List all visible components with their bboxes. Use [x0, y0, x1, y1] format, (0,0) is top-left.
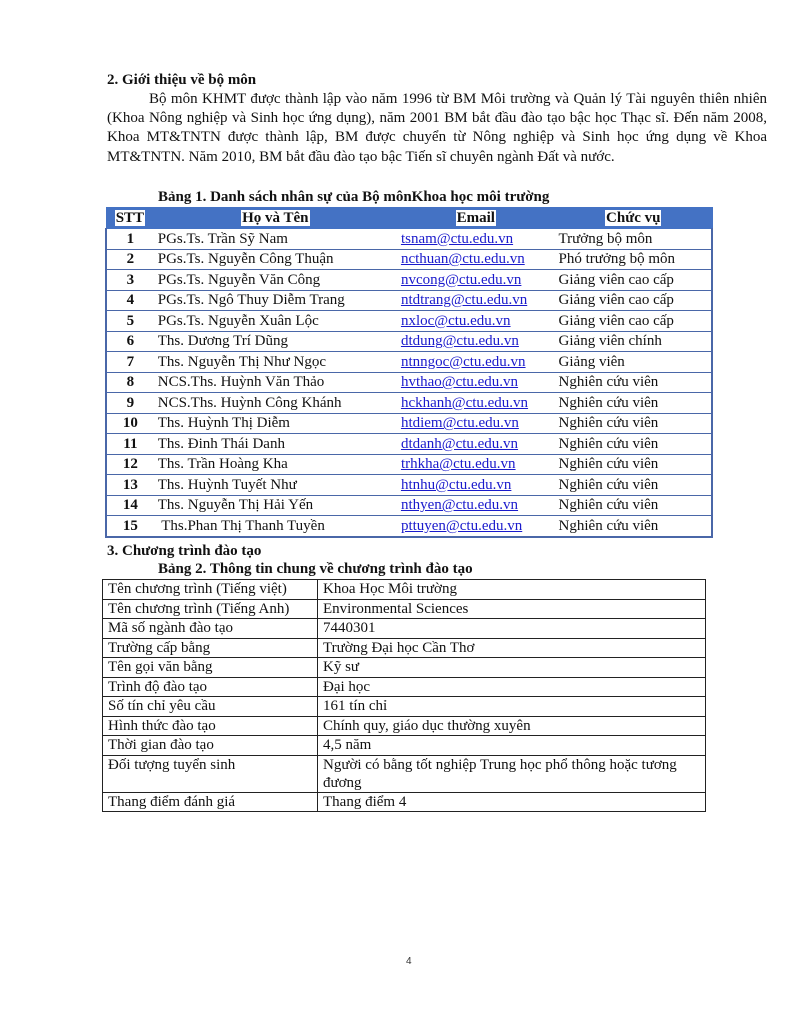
staff-email-cell [397, 352, 555, 373]
staff-table-header-row [106, 208, 712, 229]
staff-role: Phó trưởng bộ môn [555, 249, 712, 270]
program-info-row [103, 716, 706, 736]
staff-row [106, 393, 712, 414]
program-info-key: Thời gian đào tạo [103, 736, 318, 756]
staff-name: PGs.Ts. Nguyễn Công Thuận [154, 249, 397, 270]
staff-role: Nghiên cứu viên [555, 495, 712, 516]
staff-name: Ths. Huỳnh Tuyết Như [154, 475, 397, 496]
staff-row [106, 434, 712, 455]
staff-role: Nghiên cứu viên [555, 372, 712, 393]
staff-name: Ths. Trần Hoàng Kha [154, 454, 397, 475]
staff-table [105, 207, 713, 538]
staff-name: NCS.Ths. Huỳnh Công Khánh [154, 393, 397, 414]
header-email-label: Email [456, 209, 495, 226]
staff-email-link[interactable]: trhkha@ctu.edu.vn [400, 456, 516, 473]
staff-email-link[interactable]: htdiem@ctu.edu.vn [400, 415, 519, 432]
staff-row [106, 229, 712, 250]
staff-name: NCS.Ths. Huỳnh Văn Thảo [154, 372, 397, 393]
staff-row [106, 372, 712, 393]
staff-row [106, 413, 712, 434]
staff-email-cell [397, 229, 555, 250]
program-info-row [103, 599, 706, 619]
staff-email-cell [397, 270, 555, 291]
program-info-value: Đại học [318, 677, 706, 697]
staff-email-link[interactable]: dtdung@ctu.edu.vn [400, 333, 519, 350]
staff-email-cell [397, 434, 555, 455]
staff-row [106, 495, 712, 516]
staff-name: PGs.Ts. Nguyễn Văn Công [154, 270, 397, 291]
staff-stt: 11 [106, 434, 154, 455]
program-info-table [102, 579, 706, 812]
header-role-label: Chức vụ [606, 209, 661, 226]
staff-email-cell [397, 393, 555, 414]
staff-email-cell [397, 495, 555, 516]
staff-name: PGs.Ts. Trần Sỹ Nam [154, 229, 397, 250]
staff-email-link[interactable]: dtdanh@ctu.edu.vn [400, 435, 519, 452]
program-info-row [103, 792, 706, 812]
staff-stt: 15 [106, 516, 154, 537]
program-info-value: Chính quy, giáo dục thường xuyên [318, 716, 706, 736]
staff-email-link[interactable]: hckhanh@ctu.edu.vn [400, 394, 529, 411]
staff-row [106, 331, 712, 352]
staff-email-link[interactable]: ntnngoc@ctu.edu.vn [400, 353, 526, 370]
staff-stt: 7 [106, 352, 154, 373]
staff-role: Trưởng bộ môn [555, 229, 712, 250]
staff-stt: 6 [106, 331, 154, 352]
staff-role: Giảng viên cao cấp [555, 270, 712, 291]
program-info-row [103, 619, 706, 639]
program-info-key: Hình thức đào tạo [103, 716, 318, 736]
program-info-row [103, 580, 706, 600]
staff-email-cell [397, 475, 555, 496]
staff-role: Nghiên cứu viên [555, 475, 712, 496]
program-info-value: 161 tín chỉ [318, 697, 706, 717]
staff-stt: 9 [106, 393, 154, 414]
staff-email-link[interactable]: tsnam@ctu.edu.vn [400, 230, 514, 247]
staff-email-cell [397, 311, 555, 332]
program-info-key: Số tín chỉ yêu cầu [103, 697, 318, 717]
program-info-value: Người có bằng tốt nghiệp Trung học phổ thông hoặc tương đương [318, 755, 706, 792]
staff-email-cell [397, 290, 555, 311]
staff-name: PGs.Ts. Ngô Thuy Diễm Trang [154, 290, 397, 311]
staff-row [106, 352, 712, 373]
staff-email-cell [397, 454, 555, 475]
staff-row [106, 475, 712, 496]
staff-role: Giảng viên [555, 352, 712, 373]
program-info-key: Đối tượng tuyển sinh [103, 755, 318, 792]
header-stt-label: STT [115, 209, 145, 226]
staff-email-link[interactable]: nvcong@ctu.edu.vn [400, 271, 522, 288]
staff-stt: 3 [106, 270, 154, 291]
staff-role: Giảng viên chính [555, 331, 712, 352]
program-info-row [103, 658, 706, 678]
program-info-row [103, 755, 706, 792]
staff-name: PGs.Ts. Nguyễn Xuân Lộc [154, 311, 397, 332]
staff-email-link[interactable]: ncthuan@ctu.edu.vn [400, 251, 525, 268]
staff-role: Nghiên cứu viên [555, 454, 712, 475]
header-name-label: Họ và Tên [242, 209, 309, 226]
staff-email-cell [397, 372, 555, 393]
header-role [555, 208, 712, 229]
table1-caption: Bảng 1. Danh sách nhân sự của Bộ mônKhoa học môi trường [158, 189, 550, 205]
program-info-value: Thang điểm 4 [318, 792, 706, 812]
program-info-key: Trình độ đào tạo [103, 677, 318, 697]
staff-stt: 13 [106, 475, 154, 496]
intro-paragraph [107, 90, 767, 167]
staff-stt: 12 [106, 454, 154, 475]
table2-caption: Bảng 2. Thông tin chung về chương trình đào tạo [158, 561, 473, 577]
staff-email-link[interactable]: htnhu@ctu.edu.vn [400, 476, 512, 493]
staff-row [106, 311, 712, 332]
staff-email-link[interactable]: pttuyen@ctu.edu.vn [400, 517, 523, 534]
staff-email-cell [397, 331, 555, 352]
staff-name: Ths.Phan Thị Thanh Tuyền [154, 516, 397, 537]
program-info-value: Trường Đại học Cần Thơ [318, 638, 706, 658]
staff-stt: 2 [106, 249, 154, 270]
staff-email-link[interactable]: hvthao@ctu.edu.vn [400, 374, 519, 391]
header-stt [106, 208, 154, 229]
program-info-value: 7440301 [318, 619, 706, 639]
program-info-row [103, 736, 706, 756]
staff-row [106, 249, 712, 270]
staff-row [106, 454, 712, 475]
program-info-key: Thang điểm đánh giá [103, 792, 318, 812]
staff-name: Ths. Nguyễn Thị Hải Yến [154, 495, 397, 516]
intro-paragraph-text: Bộ môn KHMT được thành lập vào năm 1996 từ BM Môi trường và Quản lý Tài nguyên thiên nhiên (Khoa Nông nghiệp và Sinh học ứng dụng), năm 2001 BM bắt đầu đào tạo bậc học Thạc sĩ. Đến năm 2008, Khoa MT&TNTN được thành lập, BM được chuyển từ Nông nghiệp và Sinh học ứng dụng về Khoa MT&TNTN. Năm 2010, BM bắt đầu đào tạo bậc Tiến sĩ chuyên ngành Đất và nước. [107, 91, 767, 165]
program-info-row [103, 638, 706, 658]
staff-role: Giảng viên cao cấp [555, 311, 712, 332]
staff-email-link[interactable]: ntdtrang@ctu.edu.vn [400, 292, 528, 309]
staff-role: Nghiên cứu viên [555, 434, 712, 455]
program-info-row [103, 697, 706, 717]
staff-stt: 1 [106, 229, 154, 250]
program-info-value: Khoa Học Môi trường [318, 580, 706, 600]
staff-role: Nghiên cứu viên [555, 516, 712, 537]
staff-row [106, 270, 712, 291]
program-info-key: Tên chương trình (Tiếng Anh) [103, 599, 318, 619]
program-info-key: Trường cấp bằng [103, 638, 318, 658]
program-info-key: Tên chương trình (Tiếng việt) [103, 580, 318, 600]
staff-stt: 8 [106, 372, 154, 393]
page-number: 4 [406, 956, 412, 967]
staff-row [106, 516, 712, 537]
program-info-key: Mã số ngành đào tạo [103, 619, 318, 639]
staff-name: Ths. Huỳnh Thị Diễm [154, 413, 397, 434]
staff-email-cell [397, 249, 555, 270]
program-info-key: Tên gọi văn bằng [103, 658, 318, 678]
program-info-value: Environmental Sciences [318, 599, 706, 619]
header-name [154, 208, 397, 229]
staff-email-cell [397, 413, 555, 434]
staff-email-link[interactable]: nxloc@ctu.edu.vn [400, 312, 511, 329]
program-info-value: Kỹ sư [318, 658, 706, 678]
staff-email-cell [397, 516, 555, 537]
staff-name: Ths. Nguyễn Thị Như Ngọc [154, 352, 397, 373]
staff-role: Giảng viên cao cấp [555, 290, 712, 311]
staff-role: Nghiên cứu viên [555, 413, 712, 434]
staff-stt: 4 [106, 290, 154, 311]
staff-role: Nghiên cứu viên [555, 393, 712, 414]
program-info-value: 4,5 năm [318, 736, 706, 756]
staff-row [106, 290, 712, 311]
program-info-row [103, 677, 706, 697]
section-heading-gioi-thieu: 2. Giới thiệu về bộ môn [107, 72, 257, 88]
section-heading-chuong-trinh: 3. Chương trình đào tạo [107, 543, 262, 559]
staff-stt: 5 [106, 311, 154, 332]
staff-stt: 14 [106, 495, 154, 516]
staff-stt: 10 [106, 413, 154, 434]
staff-name: Ths. Đinh Thái Danh [154, 434, 397, 455]
header-email [397, 208, 555, 229]
staff-name: Ths. Dương Trí Dũng [154, 331, 397, 352]
staff-email-link[interactable]: nthyen@ctu.edu.vn [400, 497, 519, 514]
